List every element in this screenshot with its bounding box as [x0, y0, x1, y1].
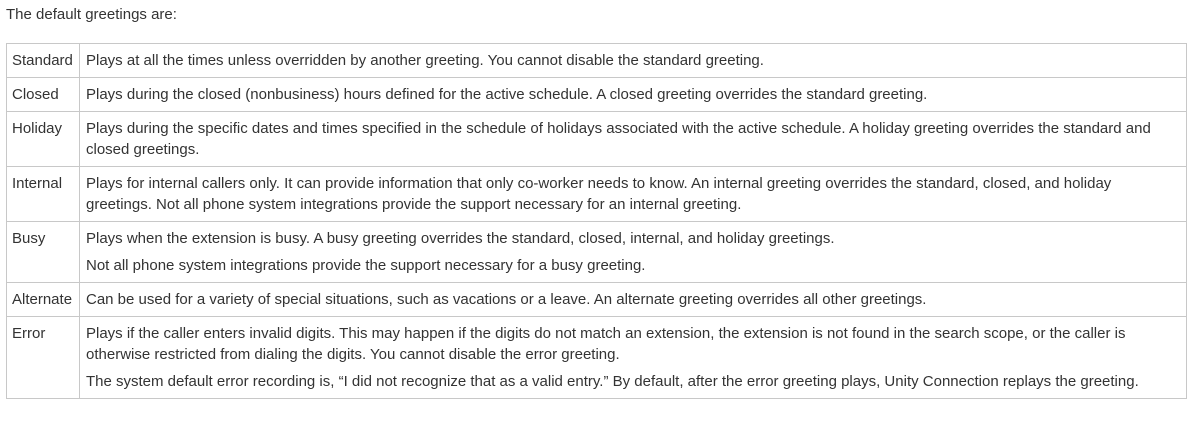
- greeting-name: Alternate: [7, 283, 80, 317]
- greeting-description-paragraph: Not all phone system integrations provide the support necessary for a busy greeting.: [86, 257, 646, 274]
- greeting-description: [80, 317, 1187, 399]
- greeting-row: [7, 78, 1187, 112]
- greetings-table-body: [7, 44, 1187, 399]
- greeting-row: [7, 167, 1187, 222]
- greeting-description-paragraph: Can be used for a variety of special situations, such as vacations or a leave. An alternate greeting overrides all other greetings.: [86, 291, 927, 308]
- greeting-description: [80, 78, 1187, 112]
- greeting-description-paragraph: The system default error recording is, “I did not recognize that as a valid entry.” By default, after the error greeting plays, Unity Connection replays the greeting.: [86, 373, 1139, 390]
- greeting-description-paragraph: Plays if the caller enters invalid digits. This may happen if the digits do not match an extension, the extension is not found in the search scope, or the caller is otherwise restricted from dialing the digits. You cannot disable the error greeting.: [86, 325, 1126, 363]
- greeting-name: Holiday: [7, 112, 80, 167]
- greeting-description-paragraph: Plays during the closed (nonbusiness) hours defined for the active schedule. A closed greeting overrides the standard greeting.: [86, 86, 928, 103]
- greetings-table: [6, 43, 1187, 399]
- greeting-name: Busy: [7, 222, 80, 283]
- greeting-row: [7, 222, 1187, 283]
- greeting-row: [7, 317, 1187, 399]
- greeting-row: [7, 112, 1187, 167]
- greeting-description: [80, 112, 1187, 167]
- greeting-name: Error: [7, 317, 80, 399]
- greeting-name: Standard: [7, 44, 80, 78]
- greeting-name: Closed: [7, 78, 80, 112]
- greeting-row: [7, 283, 1187, 317]
- greeting-description-paragraph: Plays when the extension is busy. A busy greeting overrides the standard, closed, internal, and holiday greetings.: [86, 230, 835, 247]
- greeting-name: Internal: [7, 167, 80, 222]
- greeting-description-paragraph: Plays for internal callers only. It can provide information that only co-worker needs to know. An internal greeting overrides the standard, closed, and holiday greetings. Not all phone system integrations provide the support necessary for an internal greeting.: [86, 175, 1112, 213]
- greeting-description-paragraph: Plays during the specific dates and times specified in the schedule of holidays associated with the active schedule. A holiday greeting overrides the standard and closed greetings.: [86, 120, 1151, 158]
- greeting-description: [80, 44, 1187, 78]
- intro-text: The default greetings are:: [6, 6, 177, 23]
- greeting-description-paragraph: Plays at all the times unless overridden by another greeting. You cannot disable the standard greeting.: [86, 52, 764, 69]
- greeting-description: [80, 222, 1187, 283]
- greeting-row: [7, 44, 1187, 78]
- greeting-description: [80, 283, 1187, 317]
- greeting-description: [80, 167, 1187, 222]
